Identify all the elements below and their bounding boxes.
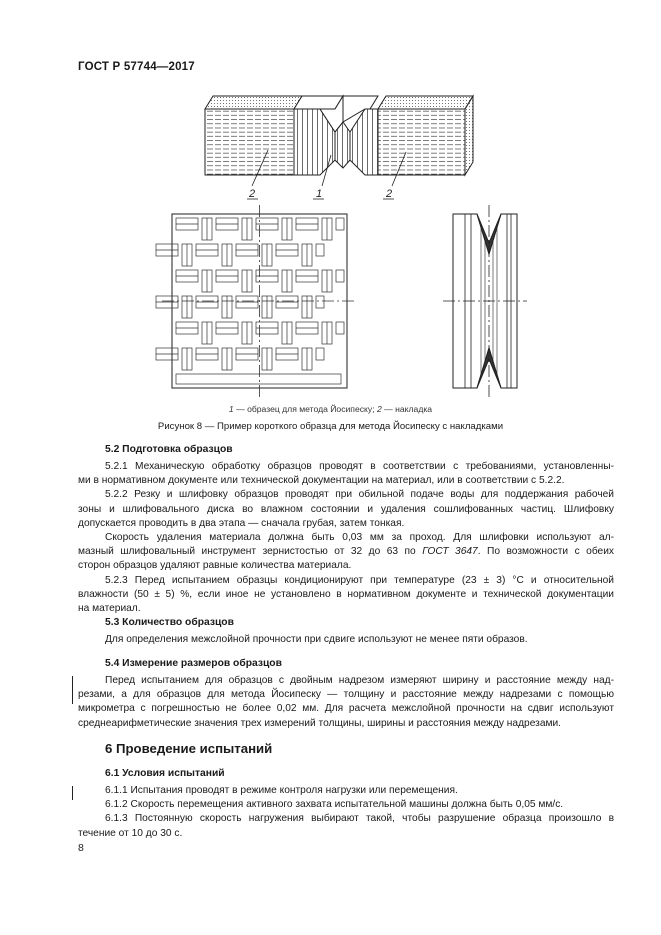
legend-key-2: 2 [376,404,382,414]
para-5-2-2-line2: зоны и шлифовального диска во влажном состоянии и удаления сошлифованных частиц. Шлифовку [78,503,614,515]
para-5-4-line4: среднеарифметические значения трех измерений толщины, ширины и расстояния между надрезами. [78,717,562,729]
para-5-2-3-line3: сторон образцов удаляют равные количества материала. [78,560,352,572]
section-5-3-title: 5.3 Количество образцов [105,617,234,628]
section-5-2-title: 5.2 Подготовка образцов [105,444,233,455]
gost-reference: ГОСТ 3647 [422,546,478,558]
para-6-1-3-line1: 6.1.3 Постоянную скорость нагружения выбирают такой, чтобы разрушение образца произошло в [105,813,614,825]
section-5-4-title: 5.4 Измерение размеров образцов [105,658,282,669]
legend-text-2: — накладка [384,404,433,414]
specimen-side-view [443,205,527,397]
section-6-title: 6 Проведение испытаний [105,741,273,756]
para-5-2-2-line3: допускается проводить в два этапа — сначала грубая, затем тонкая. [78,517,405,529]
revision-bar [72,676,73,704]
section-6-1-body [78,784,614,841]
woven-tab-front-view [156,205,357,397]
section-5-2-body [78,460,614,616]
legend-text-1: — образец для метода Йосипеску; [236,404,375,414]
para-5-2-1-line2: ми в нормативном документе или технической документации на материал, или в соответствии с 5.2.2. [78,475,565,487]
para-5-2-4-line1: 5.2.3 Перед испытанием образцы кондиционируют при температуре (23 ± 3) °С и относительной [105,574,614,586]
para-5-2-3-line2: мазный шлифовальный инструмент зернистостью от 32 до 63 по ГОСТ 3647. По возможности с обеих [78,546,614,558]
page-number: 8 [78,842,84,854]
para-5-3: Для определения межслойной прочности при сдвиге используют не менее пяти образов. [105,634,528,645]
section-6-1-title: 6.1 Условия испытаний [105,768,225,779]
revision-bar [72,786,73,800]
figure-caption: Рисунок 8 — Пример короткого образца для метода Йосипеску с накладками [157,421,504,432]
callout-specimen: 1 [316,188,323,200]
callout-tab-right: 2 [386,188,393,200]
para-5-4-line2: резами, а для образцов для метода Йосипеску — толщину и расстояние между надрезами с помощью [78,689,614,701]
para-5-2-1-line1: 5.2.1 Механическую обработку образцов проводят в соответствии с требованиями, установленны- [105,461,614,472]
figure-legend [0,404,661,414]
isometric-specimen-view [205,96,473,186]
para-5-2-3-line1: Скорость удаления материала должна быть 0,03 мм за проход. Для шлифовки используют ал- [105,532,614,544]
callout-tab-left: 2 [249,188,256,200]
section-5-4-body [78,674,614,731]
para-6-1-3-line2: течение от 10 до 30 с. [78,827,183,839]
specimen-figure [0,0,661,400]
para-5-2-4-line2: влажности (50 ± 5) %, если иное не установлено в нормативном документе и технической документации [78,588,614,600]
para-6-1-1: 6.1.1 Испытания проводят в режиме контроля нагрузки или перемещения. [105,785,458,796]
section-5-3-body [78,633,614,647]
para-5-2-2-line1: 5.2.2 Резку и шлифовку образцов проводят при обильной подаче воды для поддержания рабочей [105,489,614,501]
para-5-4-line1: Перед испытанием для образцов с двойным надрезом измеряют ширину и расстояние между над- [105,675,614,686]
legend-key-1: 1 [228,404,234,414]
para-6-1-2: 6.1.2 Скорость перемещения активного захвата испытательной машины должна быть 0,05 мм/с. [105,799,564,811]
para-5-4-line3: микрометра с погрешностью не более 0,02 мм. Для расчета межслойной прочности на сдвиг используют [78,703,614,715]
document-code-header: ГОСТ Р 57744—2017 [78,61,195,73]
para-5-2-4-line3: на материал. [78,603,141,615]
